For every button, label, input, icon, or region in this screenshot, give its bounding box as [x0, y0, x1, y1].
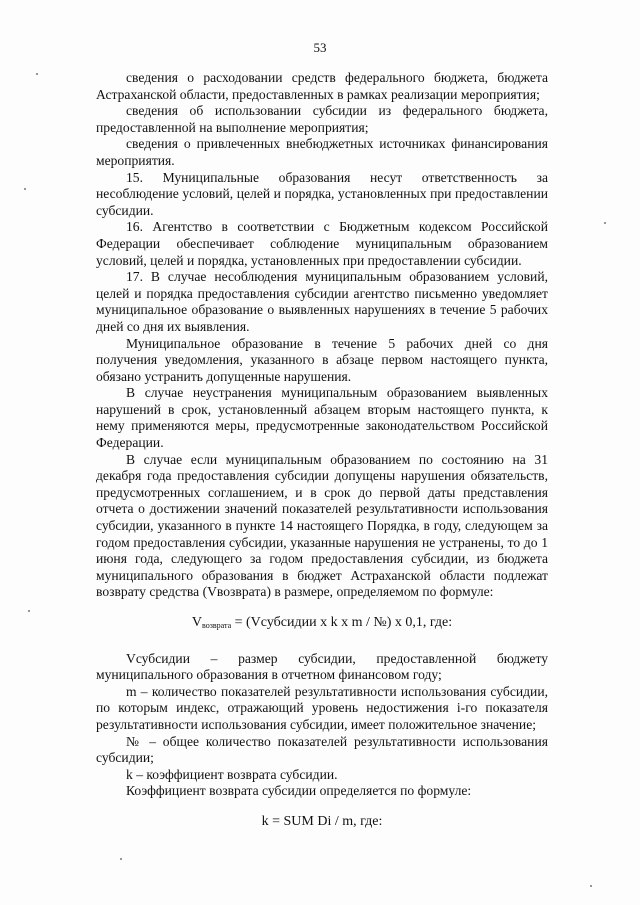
scan-speck [590, 885, 592, 887]
paragraph: 17. В случае несоблюдения муниципальным образованием условий, целей и порядка предоставления субсидии агентство письменно уведомляет муниципальное образование о выявленных нарушениях в течение 5 рабочих дней со дня их выявления. [96, 269, 548, 334]
paragraph: 16. Агентство в соответствии с Бюджетным кодексом Российской Федерации обеспечивает соблюдение муниципальным образованием условий, целей и порядка, установленных при предоставлении субсидии. [96, 219, 548, 268]
paragraph: Муниципальное образование в течение 5 рабочих дней со дня получения уведомления, указанного в абзаце первом настоящего пункта, обязано устранить допущенные нарушения. [96, 335, 548, 384]
formula-variable: V [191, 615, 202, 630]
paragraph: сведения о расходовании средств федерального бюджета, бюджета Астраханской области, предоставленных в рамках реализации мероприятия; [96, 70, 548, 102]
paragraph: сведения об использовании субсидии из федерального бюджета, предоставленной на выполнение мероприятия; [96, 103, 548, 135]
paragraph: Vсубсидии – размер субсидии, предоставленной бюджету муниципального образования в отчетном финансовом году; [96, 650, 548, 683]
formula-subscript: возврата [201, 621, 232, 630]
paragraph: Коэффициент возврата субсидии определяется по формуле: [126, 783, 472, 799]
formula-return-coefficient: k = SUM Di / m, где: [261, 813, 383, 829]
scan-speck [24, 188, 26, 190]
scan-speck [120, 858, 122, 860]
page-number: 53 [313, 40, 327, 55]
paragraph: В случае неустранения муниципальным образованием выявленных нарушений в срок, установленный абзацем вторым настоящего пункта, к нему применяются меры, предусмотренные законодательством Российской Федерации. [96, 385, 548, 451]
document-body [96, 70, 548, 847]
paragraph: 15. Муниципальные образования несут ответственность за несоблюдение условий, целей и порядка, установленных при предоставлении субсидии. [96, 169, 548, 218]
paragraph: № – общее количество показателей результативности использования субсидии; [96, 733, 548, 766]
scan-speck [28, 610, 30, 612]
scan-speck [604, 222, 606, 224]
paragraph: сведения о привлеченных внебюджетных источниках финансирования мероприятия. [96, 136, 548, 168]
paragraph: k – коэффициент возврата субсидии. [126, 766, 338, 782]
paragraph: В случае если муниципальным образованием по состоянию на 31 декабря года предоставления субсидии допущены нарушения обязательств, предусмотренных соглашением, и в срок до первой даты представления отчета о достижении значений показателей результативности использования субсидии, указанного в пункте 14 настоящего Порядка, в году, следующем за годом предоставления субсидии, указанные нарушения не устранены, то до 1 июня года, следующего за годом предоставления субсидии, из бюджета муниципального образования в бюджет Астраханской области подлежат возврату средства (Vвозврата) в размере, определяемом по формуле: [96, 451, 548, 600]
scan-speck [36, 73, 38, 75]
paragraph: m – количество показателей результативности использования субсидии, по которым индекс, отражающий уровень недостижения i-го показателя результативности использования субсидии, имеет положительное значение; [96, 683, 548, 732]
formula-expression: = (Vсубсидии x k x m / №) x 0,1, где: [231, 615, 453, 630]
formula-return-amount [96, 615, 548, 635]
